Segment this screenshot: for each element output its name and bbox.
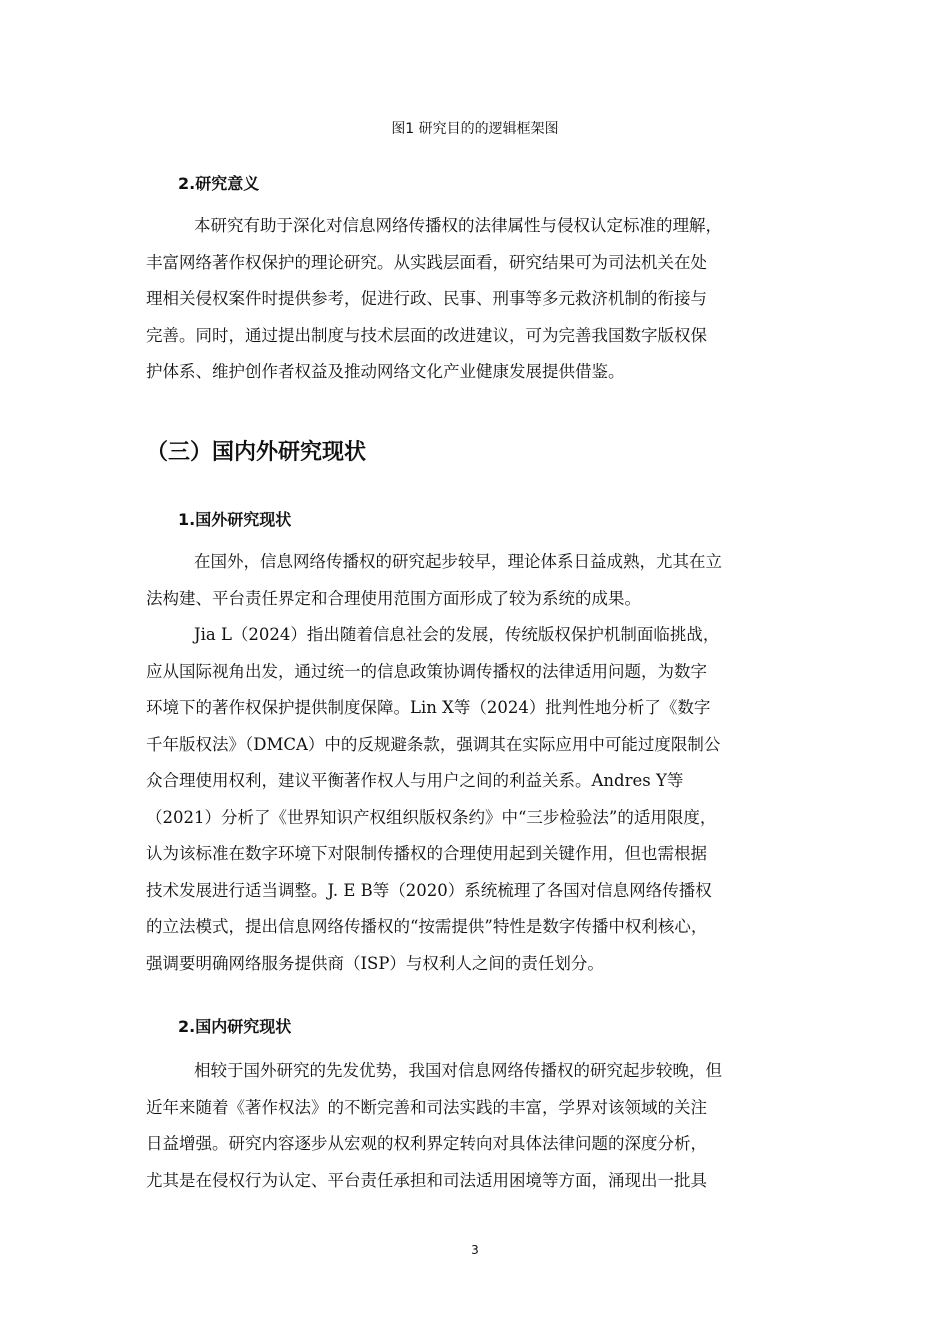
text-line: 理相关侵权案件时提供参考，促进行政、民事、刑事等多元救济机制的衔接与: [146, 289, 707, 308]
text-line: 相较于国外研究的先发优势，我国对信息网络传播权的研究起步较晚，但: [194, 1061, 722, 1080]
text-line: 环境下的著作权保护提供制度保障。Lin X等（2024）批判性地分析了《数字: [146, 698, 711, 717]
text-line: 尤其是在侵权行为认定、平台责任承担和司法适用困境等方面，涌现出一批具: [146, 1170, 707, 1190]
text-line: 近年来随着《著作权法》的不断完善和司法实践的丰富，学界对该领域的关注: [146, 1097, 707, 1117]
heading-foreign-research: 1.国外研究现状: [178, 510, 292, 529]
paragraph-foreign-intro: [146, 544, 806, 617]
heading-domestic-research: 2.国内研究现状: [178, 1017, 292, 1036]
text-line: 千年版权法》（DMCA）中的反规避条款，强调其在实际应用中可能过度限制公: [146, 734, 721, 754]
text-line: 的立法模式，提出信息网络传播权的“按需提供”特性是数字传播中权利核心，: [146, 917, 708, 936]
text-line: 认为该标准在数字环境下对限制传播权的合理使用起到关键作用，但也需根据: [146, 844, 707, 863]
text-line: 日益增强。研究内容逐步从宏观的权利界定转向对具体法律问题的深度分析，: [146, 1134, 707, 1153]
text-line: 护体系、维护创作者权益及推动网络文化产业健康发展提供借鉴。: [146, 362, 625, 381]
text-line: 丰富网络著作权保护的理论研究。从实践层面看，研究结果可为司法机关在处: [146, 252, 707, 272]
text-line: （2021）分析了《世界知识产权组织版权条约》中“三步检验法”的适用限度，: [146, 807, 717, 827]
text-line: 应从国际视角出发，通过统一的信息政策协调传播权的法律适用问题，为数字: [146, 661, 707, 681]
text-line: Jia L（2024）指出随着信息社会的发展，传统版权保护机制面临挑战，: [194, 625, 720, 644]
heading-research-status: （三）国内外研究现状: [146, 440, 367, 465]
page-number: 3: [471, 1243, 479, 1257]
paragraph-research-significance: [146, 208, 806, 391]
text-line: 法构建、平台责任界定和合理使用范围方面形成了较为系统的成果。: [146, 588, 641, 608]
paragraph-foreign-literature: [146, 617, 806, 982]
text-line: 技术发展进行适当调整。J. E B等（2020）系统梳理了各国对信息网络传播权: [146, 880, 712, 900]
paragraph-domestic: [146, 1053, 806, 1199]
text-line: 本研究有助于深化对信息网络传播权的法律属性与侵权认定标准的理解，: [194, 216, 722, 235]
heading-research-significance: 2.研究意义: [178, 174, 260, 193]
figure-caption: 图1 研究目的的逻辑框架图: [391, 121, 559, 137]
text-line: 在国外，信息网络传播权的研究起步较早，理论体系日益成熟，尤其在立: [194, 552, 722, 571]
text-line: 众合理使用权利，建议平衡著作权人与用户之间的利益关系。Andres Y等: [146, 771, 684, 790]
text-line: 完善。同时，通过提出制度与技术层面的改进建议，可为完善我国数字版权保: [146, 325, 707, 345]
text-line: 强调要明确网络服务提供商（ISP）与权利人之间的责任划分。: [146, 953, 604, 973]
